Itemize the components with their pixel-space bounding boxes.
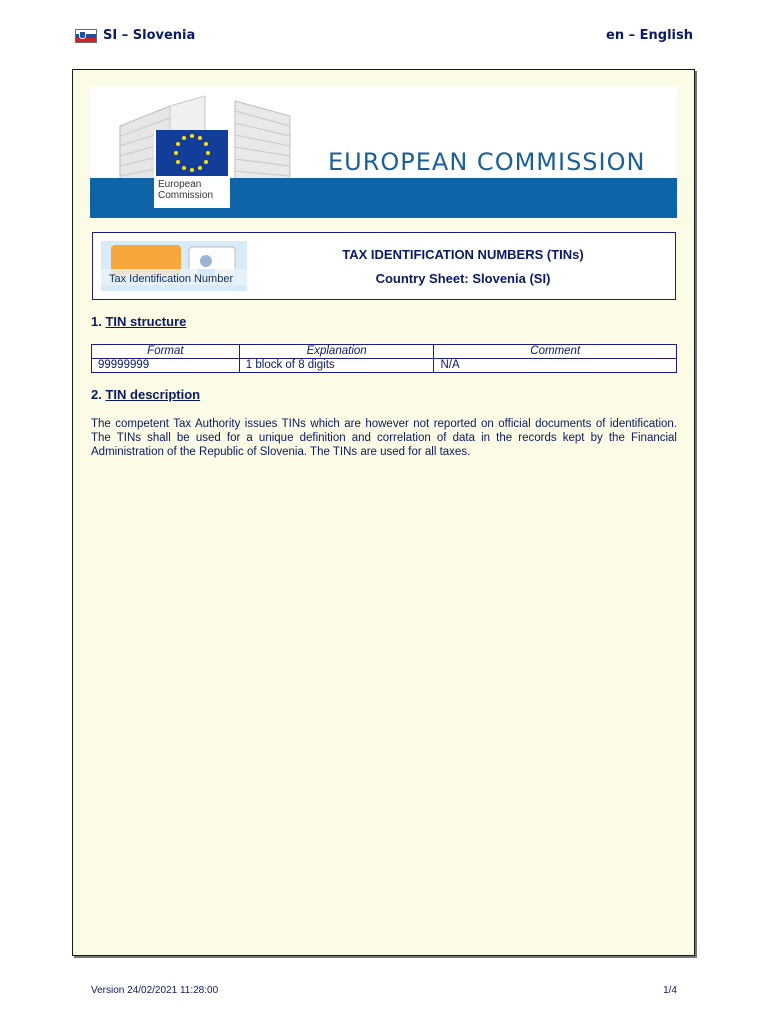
- section1-heading: [91, 314, 186, 329]
- footer-page-number: 1/4: [663, 985, 677, 996]
- table-header-explanation: Explanation: [239, 345, 434, 359]
- section1-title: TIN structure: [105, 314, 187, 329]
- slovenia-flag-icon: [75, 29, 97, 43]
- ec-logo-line2: Commission: [158, 190, 214, 201]
- table-row: [92, 359, 677, 373]
- eu-flag-icon: [156, 130, 228, 176]
- table-header-row: [92, 345, 677, 359]
- tin-card-icon: [101, 241, 247, 291]
- table-cell-comment: N/A: [434, 359, 677, 373]
- section2-heading: [91, 387, 200, 402]
- table-header-format: Format: [92, 345, 240, 359]
- tin-structure-table: [91, 344, 677, 373]
- ec-logo: [154, 130, 230, 208]
- section2-title: TIN description: [105, 387, 201, 402]
- tin-subtitle: Country Sheet: Slovenia (SI): [375, 271, 551, 286]
- tin-title: TAX IDENTIFICATION NUMBERS (TINs): [342, 247, 584, 262]
- ec-logo-text: [158, 179, 213, 201]
- country-text: SI – Slovenia: [103, 28, 196, 43]
- ec-title: EUROPEAN COMMISSION: [328, 148, 646, 176]
- table-cell-format: 99999999: [92, 359, 240, 373]
- footer-version: Version 24/02/2021 11:28:00: [91, 985, 219, 996]
- section2-number: 2.: [91, 387, 102, 402]
- tin-card-caption: Tax Identification Number: [109, 273, 234, 285]
- section1-number: 1.: [91, 314, 102, 329]
- language-label: en – English: [606, 28, 693, 43]
- table-header-comment: Comment: [434, 345, 677, 359]
- tin-description-paragraph: The competent Tax Authority issues TINs which are however not reported on official documents of identification. The TINs shall be used for a unique definition and correlation of data in the records kept by the Financial Administration of the Republic of Slovenia. The TINs are used for all taxes.: [91, 418, 677, 458]
- tin-title-box: [92, 232, 676, 300]
- ec-logo-line1: European: [158, 179, 202, 190]
- ec-banner: [90, 86, 677, 218]
- country-label: [75, 28, 195, 43]
- table-cell-explanation: 1 block of 8 digits: [239, 359, 434, 373]
